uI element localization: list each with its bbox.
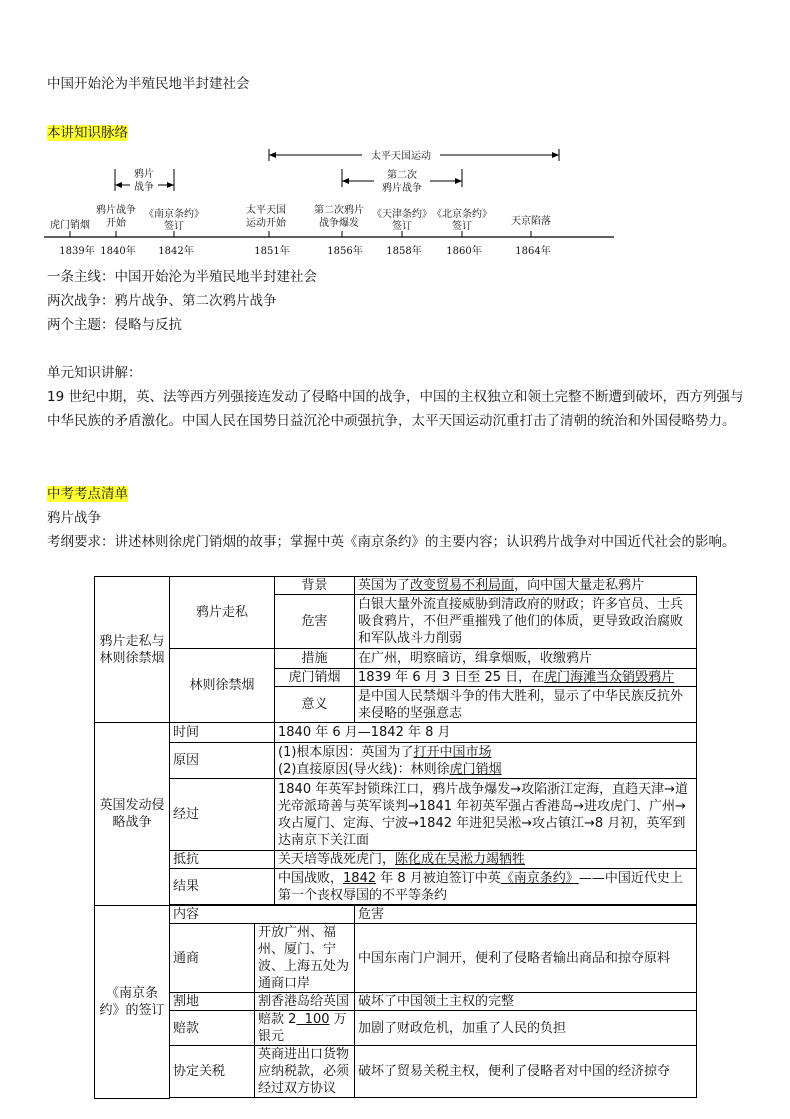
year-1839: 1839年: [59, 246, 95, 257]
group-opium-smuggling: 鸦片走私与林则徐禁烟: [95, 577, 170, 723]
table-row: [95, 723, 697, 743]
knowledge-table: [94, 576, 697, 1099]
header-harm: 危害: [355, 906, 697, 924]
span-taiping-label: 太平天国运动: [371, 151, 431, 162]
year-1851: 1851年: [254, 246, 290, 257]
cell-harm-value: 白银大量外流直接威胁到清政府的财政；许多官员、士兵吸食鸦片，不但严重摧残了他们的体质，更导致政治腐败和军队战斗力削弱: [355, 595, 697, 649]
year-1860: 1860年: [446, 246, 482, 257]
group-british-war: 英国发动侵略战争: [95, 723, 170, 906]
page-title: 中国开始沦为半殖民地半封建社会: [47, 76, 250, 92]
summary-two-themes: 两个主题：侵略与反抗: [47, 317, 182, 333]
cell-indemnity-key: 赔款: [170, 1011, 255, 1046]
event-tianjing-fall: 天京陷落: [511, 216, 551, 227]
event-taiping-2: 运动开始: [246, 218, 286, 229]
summary-main-line: 一条主线：中国开始沦为半殖民地半封建社会: [47, 269, 317, 285]
cell-trade-value: 开放广州、福州、厦门、宁波、上海五处为通商口岸: [255, 924, 355, 993]
cell-trade-harm: 中国东南门户洞开，便利了侵略者输出商品和掠夺原料: [355, 924, 697, 993]
cell-cession-value: 割香港岛给英国: [255, 993, 355, 1011]
table-row: [95, 779, 697, 851]
event-second-war-2: 战争爆发: [319, 218, 359, 229]
section-heading-knowledge-outline: 本讲知识脉络: [47, 125, 128, 141]
span-opium-war: [115, 167, 174, 193]
cell-tariff-harm: 破坏了贸易关税主权，便利了侵略者对中国的经济掠夺: [355, 1046, 697, 1098]
unit-body: 19 世纪中期，英、法等西方列强接连发动了侵略中国的战争，中国的主权独立和领土完整不断遭到破坏，西方列强与中华民族的矛盾激化。中国人民在国势日益沉沦中顽强抗争，太平天国运动沉重打击了清朝的统治和外国侵略势力。: [47, 389, 744, 429]
span-opium-label1: 鸦片: [134, 169, 154, 180]
section-heading-exam-points: 中考考点清单: [47, 486, 128, 502]
cell-background-key: 背景: [275, 577, 355, 595]
unit-heading: 单元知识讲解：: [47, 365, 142, 381]
table-row: [95, 869, 697, 905]
header-content: 内容: [170, 906, 355, 924]
span-second-opium-war: [342, 168, 462, 195]
timeline-svg: [44, 145, 624, 265]
topic-opium-war: 鸦片战争: [47, 510, 101, 526]
timeline-diagram: [44, 145, 624, 265]
exam-requirement: 考纲要求：讲述林则徐虎门销烟的故事；掌握中英《南京条约》的主要内容；认识鸦片战争对中国近代社会的影响。: [47, 534, 736, 550]
sub-lin-zexu: 林则徐禁烟: [170, 649, 275, 723]
event-beijing-1: 《北京条约》: [432, 209, 492, 220]
cell-process-key: 经过: [170, 779, 275, 851]
cell-tariff-value: 英商进出口货物应纳税款，必须经过双方协议: [255, 1046, 355, 1098]
table-row: [95, 993, 697, 1011]
cell-cause-value: (1)根本原因：英国为了打开中国市场 (2)直接原因(导火线)：林则徐虎门销烟: [275, 743, 697, 779]
table-row: [95, 743, 697, 779]
cell-indemnity-value: 赔款 2 100 万银元: [255, 1011, 355, 1046]
cell-result-key: 结果: [170, 869, 275, 905]
cell-result-value: 中国战败，1842 年 8 月被迫签订中英《南京条约》——中国近代史上第一个丧权辱国的不平等条约: [275, 869, 697, 905]
cell-cession-key: 割地: [170, 993, 255, 1011]
event-opium-start-1: 鸦片战争: [96, 205, 136, 216]
span-second-label2: 鸦片战争: [382, 183, 422, 194]
event-tianjin-2: 签订: [392, 221, 412, 232]
summary-two-wars: 两次战争：鸦片战争、第二次鸦片战争: [47, 293, 277, 309]
cell-cause-key: 原因: [170, 743, 275, 779]
event-nanjing-1: 《南京条约》: [144, 209, 204, 220]
cell-process-value: 1840 年英军封锁珠江口，鸦片战争爆发→攻陷浙江定海，直趋天津→道光帝派琦善与英军谈判→1841 年初英军强占香港岛→进攻虎门、广州→攻占厦门、定海、宁波→1842 年进犯吴淞→攻占镇江→8 月初，英军到达南京下关江面: [275, 779, 697, 851]
cell-background-value: 英国为了改变贸易不利局面，向中国大量走私鸦片: [355, 577, 697, 595]
span-second-label1: 第二次: [387, 170, 417, 181]
table-row: [95, 851, 697, 869]
table-row: [95, 906, 697, 924]
year-1864: 1864年: [515, 246, 551, 257]
cell-indemnity-harm: 加剧了财政危机，加重了人民的负担: [355, 1011, 697, 1046]
table-row: [95, 924, 697, 993]
table-row: [95, 1011, 697, 1046]
event-second-war-1: 第二次鸦片: [314, 205, 364, 216]
event-nanjing-2: 签订: [164, 221, 184, 232]
cell-significance-key: 意义: [275, 687, 355, 723]
event-taiping-1: 太平天国: [246, 205, 286, 216]
cell-tariff-key: 协定关税: [170, 1046, 255, 1098]
cell-resistance-key: 抵抗: [170, 851, 275, 869]
cell-time-key: 时间: [170, 723, 275, 743]
span-opium-label2: 战争: [134, 182, 154, 193]
cell-humen-value: 1839 年 6 月 3 日至 25 日，在虎门海滩当众销毁鸦片: [355, 669, 697, 687]
cell-cession-harm: 破坏了中国领土主权的完整: [355, 993, 697, 1011]
cell-measures-key: 措施: [275, 649, 355, 669]
cell-harm-key: 危害: [275, 595, 355, 649]
event-opium-start-2: 开始: [106, 218, 126, 229]
cell-resistance-value: 关天培等战死虎门，陈化成在吴淞力竭牺牲: [275, 851, 697, 869]
cell-measures-value: 在广州，明察暗访，缉拿烟贩，收缴鸦片: [355, 649, 697, 669]
cell-humen-key: 虎门销烟: [275, 669, 355, 687]
year-1856: 1856年: [327, 246, 363, 257]
group-nanjing-treaty: 《南京条约》的签订: [95, 906, 170, 1099]
table-row: [95, 1046, 697, 1098]
table-row: [95, 577, 697, 595]
sub-opium-smuggling: 鸦片走私: [170, 577, 275, 649]
year-1858: 1858年: [386, 246, 422, 257]
event-humen: 虎门销烟: [50, 220, 90, 231]
cell-trade-key: 通商: [170, 924, 255, 993]
span-taiping: [269, 149, 559, 162]
event-tianjin-1: 《天津条约》: [372, 209, 432, 220]
event-beijing-2: 签订: [452, 221, 472, 232]
table-row: [95, 1098, 697, 1099]
cell-time-value: 1840 年 6 月—1842 年 8 月: [275, 723, 697, 743]
cell-significance-value: 是中国人民禁烟斗争的伟大胜利，显示了中华民族反抗外来侵略的坚强意志: [355, 687, 697, 723]
year-1840: 1840年: [100, 246, 136, 257]
year-1842: 1842年: [158, 246, 194, 257]
table-row: [95, 649, 697, 669]
